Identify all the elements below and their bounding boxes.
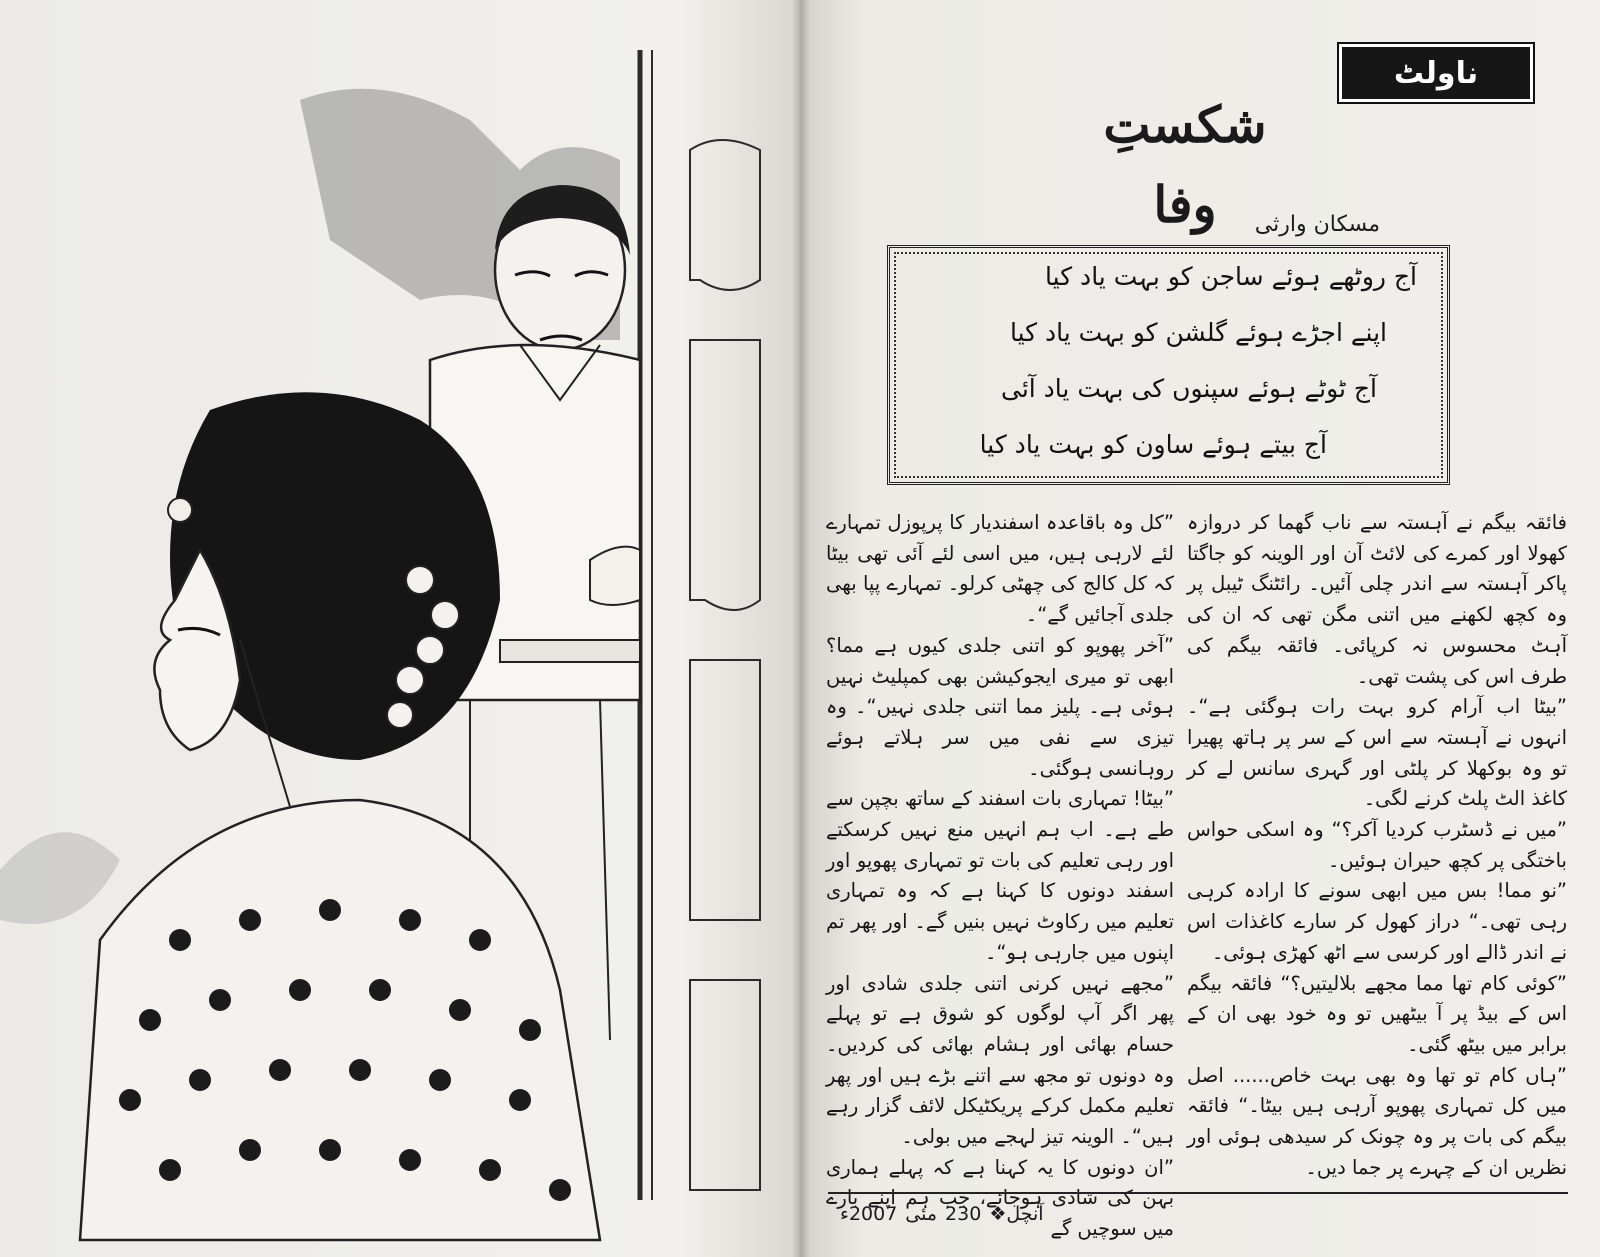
issue-month: مئی [905, 1203, 938, 1225]
poem-line: اپنے اجڑے ہوئے گلشن کو بہت یاد کیا [1010, 318, 1387, 347]
paragraph: فائقہ بیگم نے آہستہ سے ناب گھما کر دروازہ کھولا اور کمرے کی لائٹ آن اور الوینہ کو جاگتا پاکر آہستہ سے اندر چلی آئیں۔ رائٹنگ ٹیبل پر وہ کچھ لکھنے میں اتنی مگن تھی کہ ان کی آہٹ محسوس نہ کرپائی۔ فائقہ بیگم کی طرف اس کی پشت تھی۔ [1187, 511, 1567, 688]
poem-line: آج ٹوٹے ہوئے سپنوں کی بہت یاد آئی [1000, 374, 1377, 403]
paragraph: ”ان دونوں کا یہ کہنا ہے کہ پہلے ہماری بہن کی شادی ہوجائے، جب ہم اپنے بارے میں سوچیں گے [826, 1155, 1174, 1241]
section-label: ناولٹ [1342, 47, 1530, 99]
paragraph: ”ہاں کام تو تھا وہ بھی بہت خاص...... اصل میں کل تمہاری پھوپو آرہی ہیں بیٹا۔“ فائقہ بیگم کی بات پر وہ چونک کر سیدھی ہوئی اور نظریں ان کے چہرے پر جما دیں۔ [1187, 1063, 1567, 1179]
text-column-left [826, 508, 1174, 1245]
paragraph: ”مجھے نہیں کرنی اتنی جلدی شادی اور پھر اگر آپ لوگوں کو شوق ہے تو پہلے حسام بھائی اور ہشام بھائی کی کردیں۔ وہ دونوں تو مجھ سے اتنے بڑے ہیں اور پھر تعلیم مکمل کرکے پریکٹیکل لائف گزار رہے ہیں“۔ الوینہ تیز لہجے میں بولی۔ [826, 971, 1174, 1149]
paragraph: ”کل وہ باقاعدہ اسفندیار کا پرپوزل تمہارے لئے لارہی ہیں، میں اسی لئے آئی تھی بیٹا کہ کل کالج کی چھٹی کرلو۔ تمہارے پپا بھی جلدی آجائیں گے“۔ [826, 511, 1174, 627]
poem-line: آج روٹھے ہوئے ساجن کو بہت یاد کیا [1045, 262, 1417, 291]
book-gutter [792, 0, 810, 1257]
poem-line: آج بیتے ہوئے ساون کو بہت یاد کیا [979, 430, 1327, 459]
paragraph: ”بیٹا اب آرام کرو بہت رات ہوگئی ہے“۔ انہوں نے آہستہ سے اس کے سر پر ہاتھ پھیرا تو وہ بوکھلا کر پلٹی اور گہری سانس لے کر کاغذ الٹ پلٹ کرنے لگی۔ [1187, 695, 1567, 811]
story-illustration [0, 40, 810, 1250]
issue-year: 2007ء [840, 1203, 898, 1225]
author-name: مسکان وارثی [1254, 212, 1380, 237]
magazine-name: آنچل❖ [989, 1203, 1044, 1225]
paragraph: ”آخر پھوپو کو اتنی جلدی کیوں ہے مما؟ ابھی تو میری ایجوکیشن بھی کمپلیٹ نہیں ہوئی ہے۔ پلیز مما اتنی جلدی نہیں“۔ وہ تیزی سے نفی میں سر ہلاتے ہوئے روہانسی ہوگئی۔ [826, 633, 1174, 780]
page-footer [840, 1203, 1240, 1225]
page-number: 230 [945, 1203, 982, 1225]
paragraph: ”کوئی کام تھا مما مجھے بلالیتیں؟“ فائقہ بیگم اس کے بیڈ پر آ بیٹھیں تو وہ خود بھی ان کے برابر میں بیٹھ گئی۔ [1187, 971, 1567, 1056]
paragraph: ”میں نے ڈسٹرب کردیا آکر؟“ وہ اسکی حواس باختگی پر کچھ حیران ہوئیں۔ [1187, 818, 1567, 872]
section-badge [1337, 42, 1535, 104]
paragraph: ”بیٹا! تمہاری بات اسفند کے ساتھ بچپن سے طے ہے۔ اب ہم انہیں منع نہیں کرسکتے اور رہی تعلیم کی بات تو تمہاری پھوپو اور اسفند دونوں کا کہنا ہے کہ وہ تمہاری تعلیم میں رکاوٹ نہیں بنیں گے۔ اور پھر تم اپنوں میں جارہی ہو“۔ [826, 787, 1174, 964]
footer-rule [828, 1192, 1568, 1194]
text-column-right [1187, 508, 1567, 1183]
paragraph: ”نو مما! بس میں ابھی سونے کا ارادہ کرہی رہی تھی۔“ دراز کھول کر سارے کاغذات اس نے اندر ڈالے اور کرسی سے اٹھ کھڑی ہوئی۔ [1187, 879, 1567, 964]
poem-box [887, 245, 1450, 485]
story-title: شکستِ وفا [1103, 95, 1267, 234]
